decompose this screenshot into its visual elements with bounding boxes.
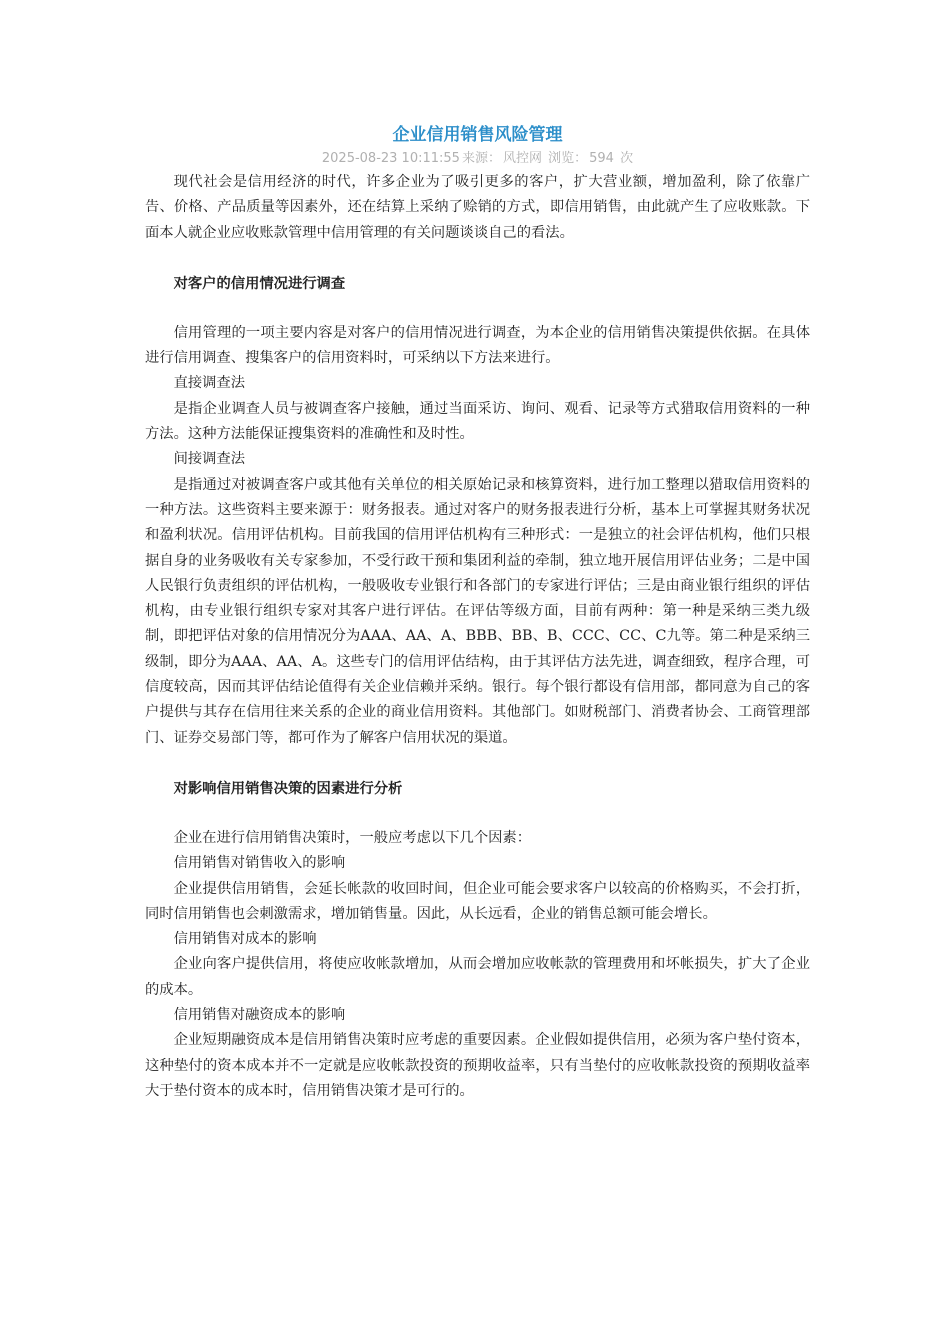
source-name: 风控网	[502, 151, 542, 166]
publish-datetime: 2025-08-23 10:11:55	[321, 151, 460, 166]
views-count: 594	[589, 151, 614, 166]
section1-paragraph-3: 是指通过对被调查客户或其他有关单位的相关原始记录和核算资料，进行加工整理以猎取信用资料的一种方法。这些资料主要来源于：财务报表。通过对客户的财务报表进行分析，基本上可掌握其财务状况和盈利状况。信用评估机构。目前我国的信用评估机构有三种形式：一是独立的社会评估机构，他们只根据自身的业务吸收有关专家参加，不受行政干预和集团利益的牵制，独立地开展信用评估业务；二是中国人民银行负责组织的评估机构，一般吸收专业银行和各部门的专家进行评估；三是由商业银行组织的评估机构，由专业银行组织专家对其客户进行评估。在评估等级方面，目前有两种：第一种是采纳三类九级制，即把评估对象的信用情况分为AAA、AA、A、BBB、BB、B、CCC、CC、C九等。第二种是采纳三级制，即分为AAA、AA、A。这些专门的信用评估结构，由于其评估方法先进，调查细致，程序合理，可信度较高，因而其评估结论值得有关企业信赖并采纳。银行。每个银行都设有信用部，都同意为自己的客户提供与其存在信用往来关系的企业的商业信用资料。其他部门。如财税部门、消费者协会、工商管理部门、证券交易部门等，都可作为了解客户信用状况的渠道。	[145, 476, 810, 746]
intro-paragraph: 现代社会是信用经济的时代，许多企业为了吸引更多的客户，扩大营业额，增加盈利，除了依靠广告、价格、产品质量等因素外，还在结算上采纳了赊销的方式，即信用销售，由此就产生了应收账款。下面本人就企业应收账款管理中信用管理的有关问题谈谈自己的看法。	[145, 174, 810, 241]
section1-paragraph-2: 是指企业调查人员与被调查客户接触，通过当面采访、询问、观看、记录等方式猎取信用资料的一种方法。这种方法能保证搜集资料的准确性和及时性。	[145, 400, 810, 443]
section1-subheading-indirect: 间接调查法	[173, 451, 246, 468]
section1-subheading-direct: 直接调查法	[173, 375, 246, 392]
section2-subheading-financing: 信用销售对融资成本的影响	[173, 1007, 346, 1024]
section2-subheading-revenue: 信用销售对销售收入的影响	[173, 855, 346, 872]
article	[145, 122, 810, 1104]
views-label: 浏览：	[548, 151, 588, 166]
article-title: 企业信用销售风险管理	[392, 125, 563, 145]
section2-paragraph-3: 企业向客户提供信用，将使应收帐款增加，从而会增加应收帐款的管理费用和坏帐损失，扩大了企业的成本。	[145, 956, 810, 998]
section2-paragraph-4: 企业短期融资成本是信用销售决策时应考虑的重要因素。企业假如提供信用，必须为客户垫付资本，这种垫付的资本成本并不一定就是应收帐款投资的预期收益率，只有当垫付的应收帐款投资的预期收益率大于垫付资本的成本时，信用销售决策才是可行的。	[145, 1032, 810, 1099]
section2-paragraph-1: 企业在进行信用销售决策时，一般应考虑以下几个因素：	[173, 829, 532, 846]
section2-subheading-cost: 信用销售对成本的影响	[173, 931, 317, 948]
article-meta	[145, 148, 810, 170]
source-label: 来源：	[461, 151, 501, 166]
section-heading-decision-factors: 对影响信用销售决策的因素进行分析	[173, 780, 403, 797]
section1-paragraph-1: 信用管理的一项主要内容是对客户的信用情况进行调查，为本企业的信用销售决策提供依据。在具体进行信用调查、搜集客户的信用资料时，可采纳以下方法来进行。	[145, 324, 810, 367]
section-heading-customer-credit: 对客户的信用情况进行调查	[173, 275, 346, 292]
section2-paragraph-2: 企业提供信用销售，会延长帐款的收回时间，但企业可能会要求客户以较高的价格购买，不会打折，同时信用销售也会刺激需求，增加销售量。因此，从长远看，企业的销售总额可能会增长。	[145, 880, 810, 922]
views-unit: 次	[620, 151, 634, 166]
